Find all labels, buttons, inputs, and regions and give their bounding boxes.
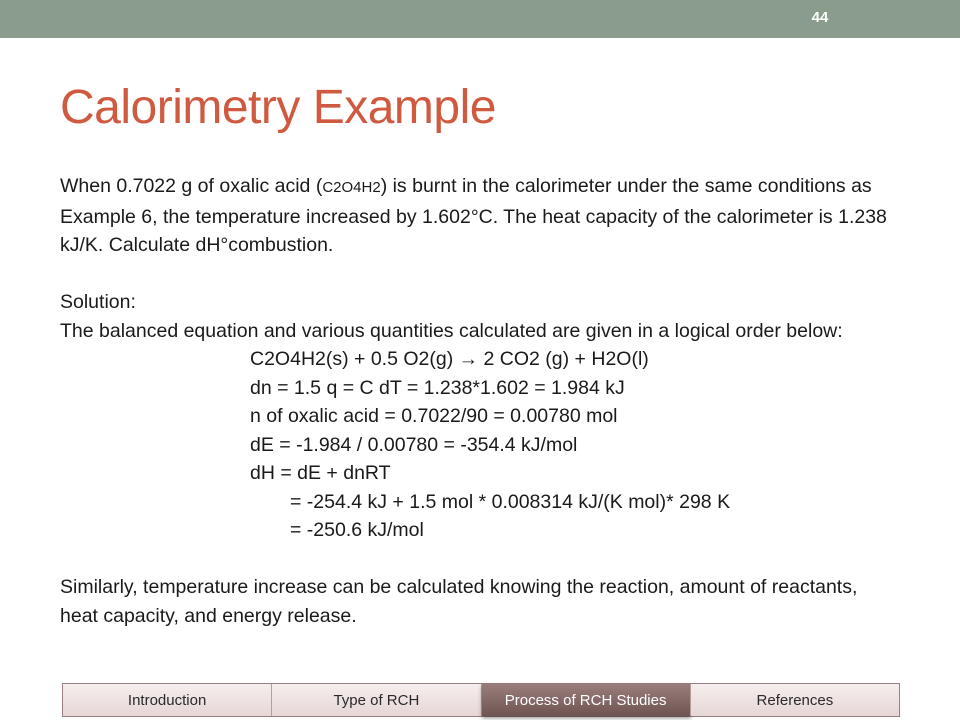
nav-tab-type-of-rch[interactable]: Type of RCH	[272, 684, 481, 716]
nav-tab-references[interactable]: References	[691, 684, 899, 716]
equation-enthalpy: dH = dE + dnRT	[250, 462, 391, 484]
equation-energy: dE = -1.984 / 0.00780 = -354.4 kJ/mol	[250, 433, 578, 456]
problem-prefix: When 0.7022 g of oxalic acid (	[60, 175, 323, 197]
solution-label: Solution:	[60, 291, 136, 313]
slide-number: 44	[811, 9, 829, 26]
slide-title: Calorimetry Example	[60, 81, 496, 134]
nav-tab-process-of-rch-studies[interactable]: Process of RCH Studies	[482, 684, 691, 716]
equation-enthalpy-substituted: = -254.4 kJ + 1.5 mol * 0.008314 kJ/(K mol)* 298 K	[290, 490, 731, 513]
equation-reaction: C2O4H2(s) + 0.5 O2(g) → 2 CO2 (g) + H2O(l)	[250, 348, 649, 370]
conclusion-text: Similarly, temperature increase can be calculated knowing the reaction, amount of reactants, heat capacity, and energy release.	[60, 576, 858, 627]
problem-suffix: ) is burnt in the calorimeter under the same conditions as Example 6, the temperature increased by 1.602°C. The heat capacity of the calorimeter is 1.238 kJ/K. Calculate dH°combustion.	[60, 175, 887, 256]
problem-statement	[60, 172, 890, 260]
equation-heat: dn = 1.5 q = C dT = 1.238*1.602 = 1.984 kJ	[250, 376, 625, 399]
nav-tab-introduction[interactable]: Introduction	[63, 684, 272, 716]
section-nav-bar	[62, 683, 900, 717]
slide-body	[60, 172, 890, 630]
solution-intro: The balanced equation and various quantities calculated are given in a logical order below:	[60, 319, 843, 342]
header-bar	[0, 0, 960, 38]
equation-moles: n of oxalic acid = 0.7022/90 = 0.00780 mol	[250, 405, 618, 427]
equation-enthalpy-result: = -250.6 kJ/mol	[290, 519, 424, 541]
oxalic-acid-formula: C2O4H2	[322, 179, 381, 196]
